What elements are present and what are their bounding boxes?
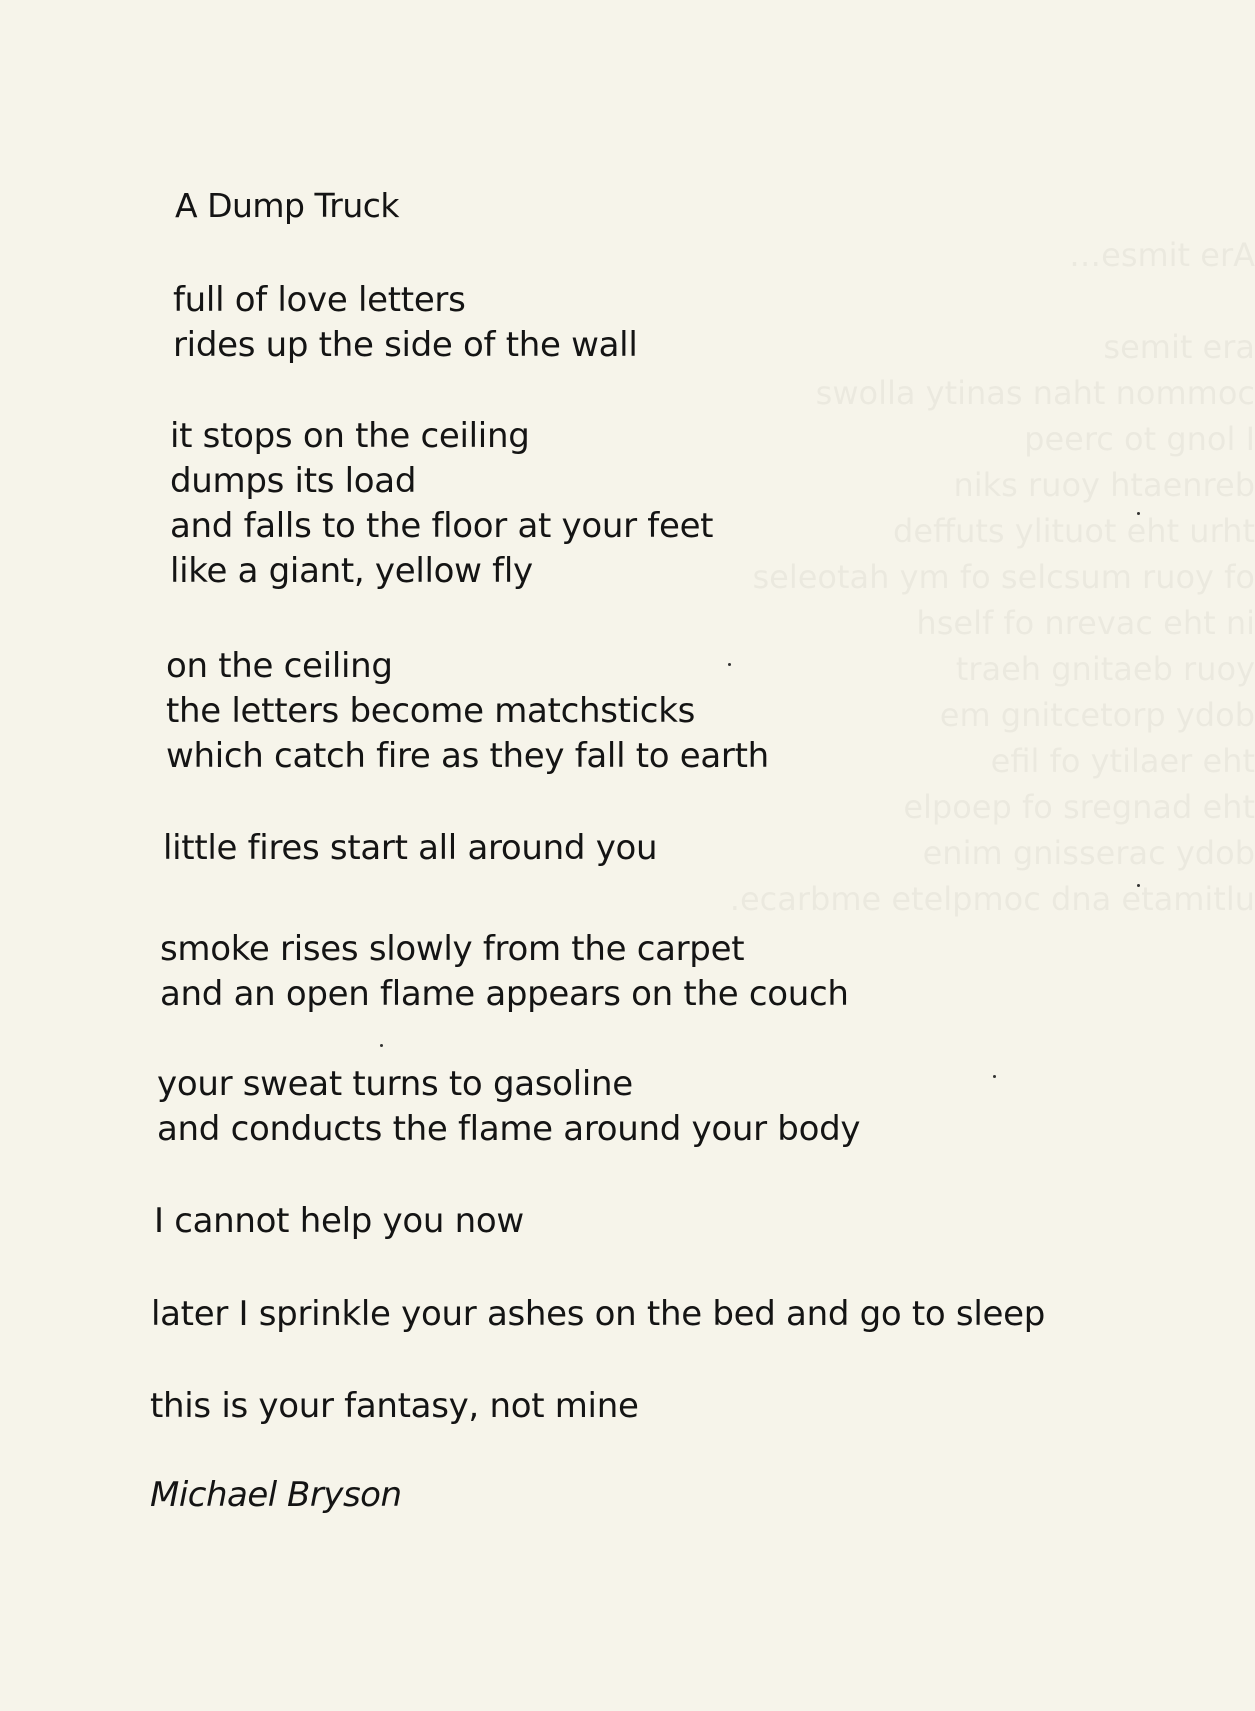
poem-line: on the ceiling — [166, 646, 393, 686]
stanza-3 — [166, 644, 769, 779]
stanza-5 — [160, 927, 849, 1017]
poem-line: rides up the side of the wall — [173, 325, 638, 365]
poem-line: and conducts the flame around your body — [157, 1109, 861, 1149]
stanza-9 — [150, 1384, 639, 1429]
poem-line: which catch fire as they fall to earth — [166, 736, 769, 776]
stanza-4 — [163, 826, 657, 871]
dust-speck — [380, 1044, 383, 1047]
stanza-2 — [170, 414, 713, 594]
poem-line: like a giant, yellow fly — [170, 551, 533, 591]
poem-line: and an open flame appears on the couch — [160, 974, 849, 1014]
stanza-8 — [151, 1292, 1045, 1337]
stanza-7 — [154, 1199, 524, 1244]
dust-speck — [1137, 884, 1140, 887]
poem-line: full of love letters — [173, 280, 466, 320]
poem-title: A Dump Truck — [175, 186, 400, 225]
poem-line: your sweat turns to gasoline — [157, 1064, 633, 1104]
dust-speck — [1137, 512, 1140, 515]
dust-speck — [728, 663, 731, 666]
poem-line: the letters become matchsticks — [166, 691, 696, 731]
poem-line: this is your fantasy, not mine — [150, 1386, 639, 1426]
poem-line: little fires start all around you — [163, 828, 658, 868]
stanza-1 — [173, 278, 637, 368]
dust-speck — [993, 1075, 996, 1078]
poem-line: it stops on the ceiling — [170, 416, 530, 456]
poem-line: and falls to the floor at your feet — [170, 506, 714, 546]
stanza-6 — [157, 1062, 860, 1152]
poem-line: later I sprinkle your ashes on the bed and go to sleep — [151, 1294, 1046, 1334]
poem-author: Michael Bryson — [150, 1475, 402, 1515]
poem-line: I cannot help you now — [154, 1201, 524, 1241]
poem-line: dumps its load — [170, 461, 417, 501]
poem-line: smoke rises slowly from the carpet — [160, 929, 745, 969]
